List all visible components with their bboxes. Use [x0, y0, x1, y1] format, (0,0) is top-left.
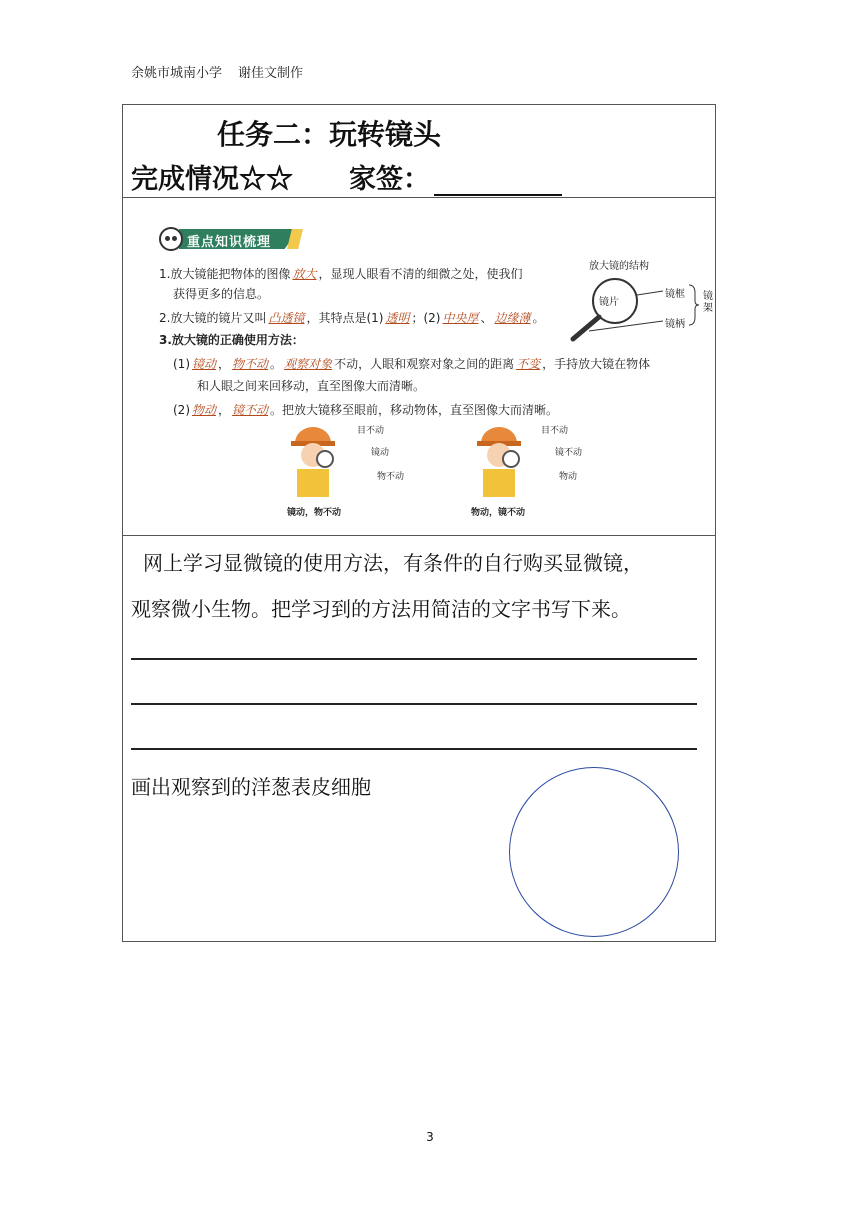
- writing-line-2[interactable]: [131, 703, 697, 705]
- label-frame: 镜框: [665, 289, 685, 300]
- mascot-icon: [159, 227, 183, 251]
- label-lens: 镜片: [599, 297, 619, 308]
- fig1-object-label: 物不动: [377, 472, 405, 482]
- fig2-lens-label: 镜不动: [555, 448, 583, 458]
- page-header: [131, 62, 303, 81]
- task-instructions-row: [123, 535, 715, 943]
- child-magnifier-icon: [283, 421, 343, 501]
- figure-lens-moves: [283, 419, 423, 519]
- structure-title: 放大镜的结构: [589, 261, 649, 272]
- magnifier-icon: [563, 273, 713, 353]
- completion-status: 完成情况☆☆: [131, 164, 293, 195]
- figure-object-moves: [469, 419, 609, 519]
- label-handle: 镜柄: [665, 319, 685, 330]
- knowledge-line-4b: 和人眼之间来回移动，直至图像大而清晰。: [197, 379, 426, 393]
- signature-field[interactable]: [434, 166, 562, 196]
- magnifier-structure-diagram: [563, 257, 713, 347]
- writing-line-1[interactable]: [131, 658, 697, 660]
- knowledge-line-2: 2.放大镜的镜片又叫 凸透镜 ，其特点是(1) 透明 ；(2) 中央厚 、 边缘薄 。: [159, 311, 545, 325]
- knowledge-line-3: 3.放大镜的正确使用方法：: [159, 333, 304, 347]
- child-magnifier-icon: [469, 421, 529, 501]
- drawing-circle[interactable]: [509, 767, 679, 937]
- worksheet-table: [122, 104, 716, 942]
- fig2-eye-label: 目不动: [541, 426, 569, 436]
- status-line: [131, 157, 562, 196]
- knowledge-line-4: (1) 镜动 ， 物不动 。 观察对象 不动，人眼和观察对象之间的距离 不变 ，手持放大镜在物体: [173, 357, 651, 371]
- label-holder: 镜架: [703, 291, 713, 314]
- task-title: 任务二：玩转镜头: [217, 118, 442, 151]
- fig2-object-label: 物动: [559, 472, 578, 482]
- signature-label: 家签：: [349, 164, 430, 195]
- fig1-lens-label: 镜动: [371, 448, 390, 458]
- fig2-caption: 物动，镜不动: [471, 508, 526, 518]
- knowledge-badge: [157, 227, 303, 251]
- knowledge-badge-text: 重点知识梳理: [187, 235, 272, 250]
- instruction-line-1: 网上学习显微镜的使用方法，有条件的自行购买显微镜，: [143, 551, 643, 575]
- drawing-prompt: 画出观察到的洋葱表皮细胞: [131, 775, 371, 799]
- fig1-caption: 镜动，物不动: [287, 508, 342, 518]
- fig1-eye-label: 目不动: [357, 426, 385, 436]
- knowledge-image-row: [123, 197, 715, 536]
- page-number: 3: [426, 1130, 434, 1144]
- writing-line-3[interactable]: [131, 748, 697, 750]
- school-name: 余姚市城南小学: [131, 66, 223, 81]
- author-credit: 谢佳文制作: [238, 66, 304, 81]
- task-header-row: [123, 105, 715, 198]
- knowledge-line-1: 1.放大镜能把物体的图像 放大 ，显现人眼看不清的细微之处，使我们: [159, 267, 523, 281]
- instruction-line-2: 观察微小生物。把学习到的方法用简洁的文字书写下来。: [131, 597, 631, 621]
- knowledge-line-1b: 获得更多的信息。: [173, 287, 270, 301]
- knowledge-line-5: (2) 物动 ， 镜不动 。把放大镜移至眼前，移动物体，直至图像大而清晰。: [173, 403, 559, 417]
